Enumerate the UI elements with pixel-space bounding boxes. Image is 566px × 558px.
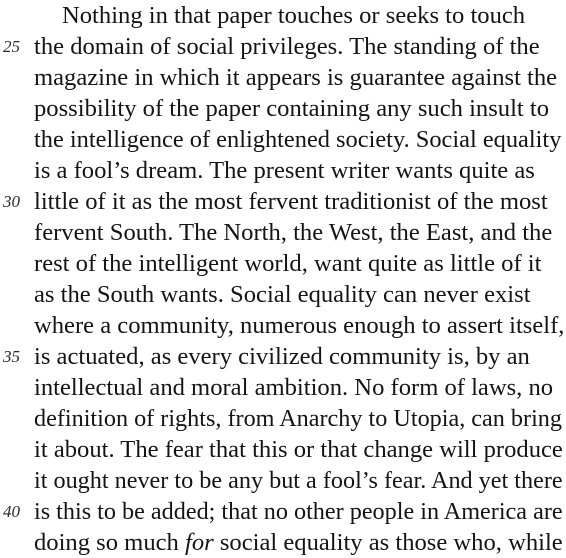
line-number-40: 40 [3, 502, 20, 521]
text-line-10: as the South wants. Social equality can never exist [34, 281, 531, 308]
text-line-9: rest of the intelligent world, want quite as little of it [34, 250, 542, 277]
text-line-18 [34, 527, 563, 558]
emphasis-word: for [184, 529, 214, 556]
text-line-2: the domain of social privileges. The standing of the [34, 33, 540, 60]
text-line-16: it ought never to be any but a fool’s fear. And yet there [34, 467, 563, 494]
text-line-14: definition of rights, from Anarchy to Utopia, can bring [34, 405, 562, 432]
text-line-13: intellectual and moral ambition. No form of laws, no [34, 374, 554, 401]
text-line-18-before: doing so much [34, 529, 185, 556]
text-line-11: where a community, numerous enough to assert itself, [34, 312, 565, 339]
text-line-5: the intelligence of enlightened society. Social equality [34, 126, 562, 153]
text-line-17: is this to be added; that no other people in America are [34, 498, 563, 525]
line-number-25: 25 [3, 37, 20, 56]
line-number-30: 30 [3, 192, 20, 211]
text-line-1: Nothing in that paper touches or seeks to touch [62, 2, 526, 29]
text-line-4: possibility of the paper containing any such insult to [34, 95, 550, 122]
text-line-18-after: social equality as those who, while [213, 529, 563, 556]
text-line-3: magazine in which it appears is guarantee against the [34, 64, 558, 91]
text-line-15: it about. The fear that this or that change will produce [34, 436, 563, 463]
text-line-6: is a fool’s dream. The present writer wants quite as [34, 157, 535, 184]
line-number-35: 35 [3, 347, 20, 366]
text-line-8: fervent South. The North, the West, the East, and the [34, 219, 553, 246]
text-line-7: little of it as the most fervent traditionist of the most [34, 188, 548, 215]
text-line-12: is actuated, as every civilized community is, by an [34, 343, 530, 370]
